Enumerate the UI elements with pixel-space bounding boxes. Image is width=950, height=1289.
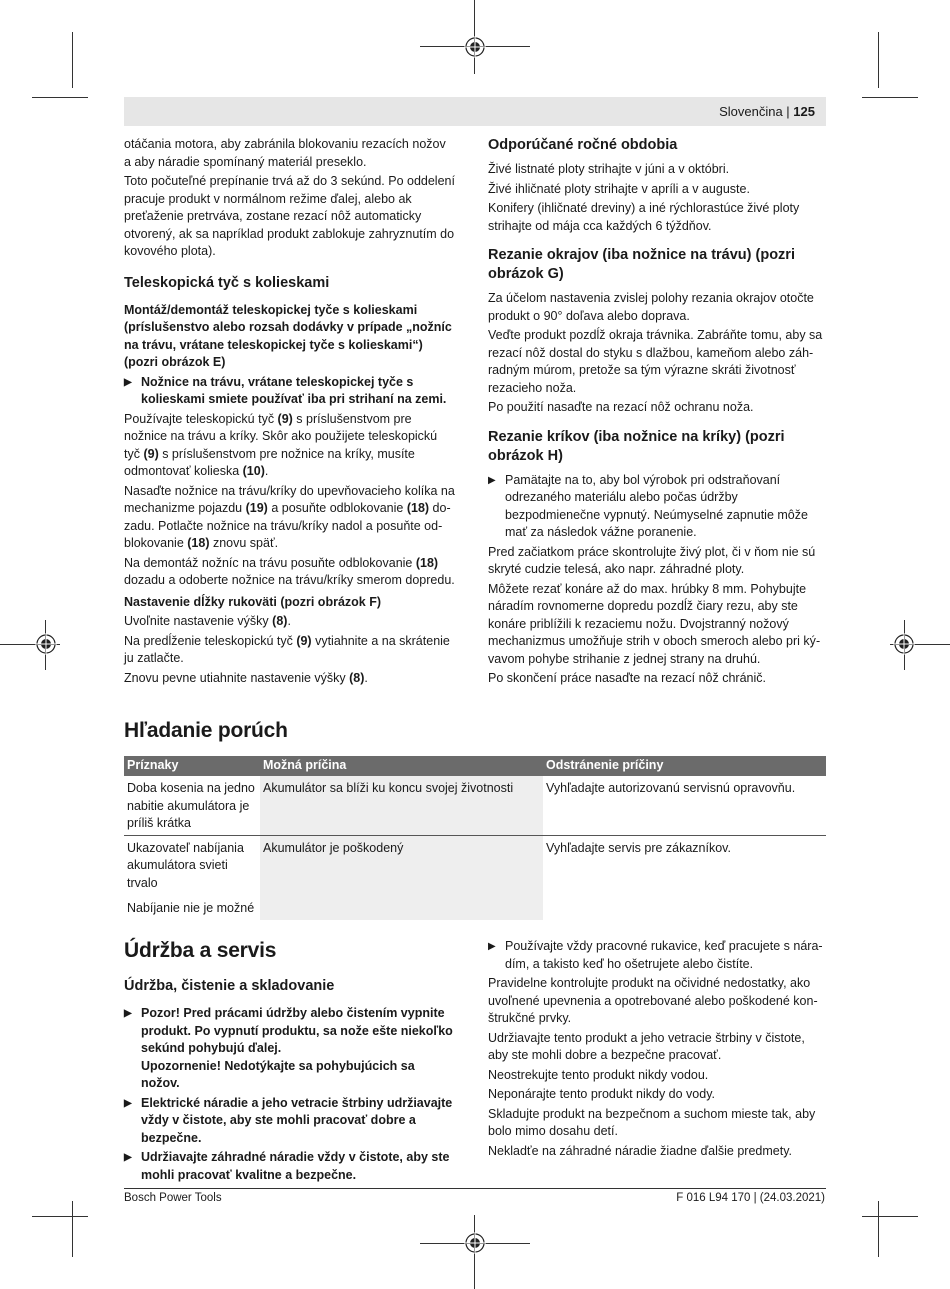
paragraph: Znovu pevne utiahnite nastavenie výšky (8). bbox=[124, 670, 368, 685]
maintenance-right bbox=[488, 938, 826, 1162]
subsection-heading: Montáž/demontáž teleskopickej tyče s kolieskami (príslušenstvo alebo rozsah dodávky v prípade „nožníc na trávu, vrátane teleskopickej tyče s kolieskami“) (pozri obrázok E) bbox=[124, 302, 452, 369]
footer-right: F 016 L94 170 | (24.03.2021) bbox=[676, 1192, 825, 1204]
section-heading: Odporúčané ročné obdobia bbox=[488, 137, 678, 153]
table-cell: Vyhľadajte autorizovanú servisnú opravovňu. bbox=[543, 776, 826, 835]
paragraph: Skladujte produkt na bezpečnom a suchom mieste tak, aby bolo mimo dosahu detí. bbox=[488, 1106, 816, 1138]
table-row bbox=[124, 776, 826, 835]
list-item: ▶ Pamätajte na to, aby bol výrobok pri odstraňovaní odrezaného materiálu alebo počas údržby bezpodmienečne vypnutý. Neúmyselné zapnutie môže mať za následok vážne poranenie. bbox=[488, 472, 808, 539]
paragraph: Pravidelne kontrolujte produkt na očividné nedostatky, ako uvoľnené upevnenia a opotrebované alebo poškodené konštrukčné prvky. bbox=[488, 976, 818, 1025]
paragraph: Nekladťe na záhradné náradie žiadne ďalšie predmety. bbox=[488, 1143, 792, 1158]
table-cell: Akumulátor sa blíži ku koncu svojej životnosti bbox=[260, 776, 543, 835]
list-item: ▶ Pozor! Pred prácami údržby alebo čistením vypnite produkt. Po vypnutí produktu, sa nože ešte niekoľko sekúnd pohybujú ďalej. Upozornenie! Nedotýkajte sa pohybujúcich sa nožov. bbox=[124, 1006, 453, 1090]
section-heading: Teleskopická tyč s kolieskami bbox=[124, 274, 330, 291]
paragraph: Po použití nasaďte na rezací nôž ochranu noža. bbox=[488, 400, 754, 414]
section-heading: Rezanie kríkov (iba nožnice na kríky) (pozri obrázok H) bbox=[488, 428, 785, 464]
paragraph: Pred začiatkom práce skontrolujte živý plot, či v ňom nie sú skryté cudzie telesá, ako napr. záhradné ploty. bbox=[488, 544, 816, 576]
footer-rule bbox=[124, 1188, 826, 1189]
registration-mark-icon bbox=[35, 633, 57, 655]
paragraph: Veďte produkt pozdĺž okraja trávnika. Zabráňte tomu, aby sa rezací nôž dostal do styku s dlažbou, kameňom alebo záhradným múrom, pretože sa tým výrazne skráti životnosť rezacieho noža. bbox=[488, 328, 823, 395]
maintenance-left bbox=[124, 977, 456, 1186]
paragraph: Udržiavajte tento produkt a jeho vetracie štrbiny v čistote, aby ste mohli dobre a bezpečne pracovať. bbox=[488, 1030, 805, 1062]
paragraph: Po skončení práce nasaďte na rezací nôž chránič. bbox=[488, 671, 766, 685]
section-heading: Rezanie okrajov (iba nožnice na trávu) (pozri obrázok G) bbox=[488, 247, 795, 282]
paragraph: Používajte teleskopickú tyč (9) s príslušenstvom pre nožnice na trávu a kríky. Skôr ako použijete teleskopickú tyč (9) s príslušenstvom pre nožnice na kríky, musíte odmontovať kolieska (10). bbox=[124, 411, 438, 478]
subsection-heading: Nastavenie dĺžky rukoväti (pozri obrázok F) bbox=[124, 594, 382, 609]
crop-mark bbox=[878, 1201, 879, 1257]
crop-mark bbox=[72, 1201, 73, 1257]
bullet-arrow-icon: ▶ bbox=[124, 1097, 132, 1109]
table-cell-text: Nabíjanie nie je možné bbox=[127, 901, 255, 915]
registration-mark-icon bbox=[464, 36, 486, 58]
troubleshooting-table bbox=[124, 756, 826, 920]
subsection-heading: Údržba, čistenie a skladovanie bbox=[124, 978, 335, 994]
header-language: Slovenčina bbox=[719, 104, 783, 119]
crop-mark bbox=[862, 1216, 918, 1217]
page-number: 125 bbox=[793, 104, 815, 119]
column-header: Príznaky bbox=[124, 756, 260, 776]
paragraph: Za účelom nastavenia zvislej polohy rezania okrajov otočte produkt o 90° doľava alebo doprava. bbox=[488, 291, 814, 323]
paragraph: otáčania motora, aby zabránila blokovaniu rezacích nožov a aby náradie spomínaný materiál preseklo. bbox=[124, 137, 446, 169]
troubleshooting-heading: Hľadanie porúch bbox=[124, 719, 288, 742]
column-header: Možná príčina bbox=[260, 756, 543, 776]
maintenance-heading: Údržba a servis bbox=[124, 939, 277, 962]
crop-mark bbox=[878, 32, 879, 88]
paragraph: Živé ihličnaté ploty strihajte v apríli a v auguste. bbox=[488, 181, 750, 196]
crop-mark bbox=[32, 97, 88, 98]
crop-mark bbox=[32, 1216, 88, 1217]
table-cell-text: Ukazovateľ nabíjania akumulátora svieti trvalo bbox=[127, 840, 244, 890]
right-column bbox=[488, 136, 826, 690]
footer-left: Bosch Power Tools bbox=[124, 1192, 222, 1204]
list-item: ▶ Používajte vždy pracovné rukavice, keď pracujete s náradím, a takisto keď ho ošetrujete alebo čistíte. bbox=[488, 939, 823, 971]
registration-mark-icon bbox=[893, 633, 915, 655]
paragraph: Uvoľnite nastavenie výšky (8). bbox=[124, 614, 291, 628]
crop-mark bbox=[72, 32, 73, 88]
paragraph: Neostrekujte tento produkt nikdy vodou. bbox=[488, 1067, 709, 1082]
list-item: ▶ Elektrické náradie a jeho vetracie štrbiny udržiavajte vždy v čistote, aby ste mohli pracovať dobre a bezpečne. bbox=[124, 1095, 453, 1145]
paragraph: Nasaďte nožnice na trávu/kríky do upevňovacieho kolíka na mechanizme pojazdu (19) a posuňte odblokovanie (18) dozadu. Potlačte nožnice na trávu/kríky nadol a posuňte odblokovanie (18) znovu späť. bbox=[124, 483, 455, 550]
table-header-row bbox=[124, 756, 826, 776]
table-cell: Doba kosenia na jedno nabitie akumulátora je príliš krátka bbox=[124, 776, 260, 835]
table-cell: Vyhľadajte servis pre zákazníkov. bbox=[546, 840, 731, 855]
crop-mark bbox=[862, 97, 918, 98]
column-header: Odstránenie príčiny bbox=[543, 756, 826, 776]
table-cell: Akumulátor je poškodený bbox=[260, 835, 543, 920]
paragraph: Na predĺženie teleskopickú tyč (9) vytiahnite a na skrátenie ju zatlačte. bbox=[124, 633, 450, 665]
list-item: ▶ Nožnice na trávu, vrátane teleskopickej tyče s kolieskami smiete používať iba pri strihaní na zemi. bbox=[124, 374, 447, 406]
table-row bbox=[124, 835, 826, 920]
paragraph: Konifery (ihličnaté dreviny) a iné rýchlorastúce živé ploty strihajte od mája cca každých 6 týždňov. bbox=[488, 201, 800, 233]
paragraph: Toto počuteľné prepínanie trvá až do 3 sekúnd. Po oddelení pracuje produkt v normálnom režime ďalej, alebo ak preťaženie pretrváva, zostane rezací nôž automaticky otvorený, ak sa napríklad produkt zablokuje zahryznutím do kovového plota). bbox=[124, 174, 455, 258]
bullet-arrow-icon: ▶ bbox=[124, 1152, 132, 1163]
page-header: Slovenčina | 125 bbox=[719, 104, 815, 119]
paragraph: Živé listnaté ploty strihajte v júni a v októbri. bbox=[488, 162, 730, 176]
bullet-arrow-icon: ▶ bbox=[124, 1008, 132, 1019]
bullet-arrow-icon: ▶ bbox=[488, 941, 496, 952]
paragraph: Môžete rezať konáre až do max. hrúbky 8 mm. Pohybujte náradím rovnomerne dopredu pozdĺž čiary rezu, aby ste konáre priblížili k rezaciemu nožu. Dvojstranný nožový mechanizmus umožňuje strih v oboch smeroch alebo pri kývavom pohybe strihanie z jednej strany na druhú. bbox=[488, 581, 821, 666]
list-item: ▶ Udržiavajte záhradné náradie vždy v čistote, aby ste mohli pracovať kvalitne a bezpečne. bbox=[124, 1150, 450, 1182]
registration-mark-icon bbox=[464, 1232, 486, 1254]
left-column bbox=[124, 136, 456, 689]
bullet-arrow-icon: ▶ bbox=[488, 474, 496, 486]
bullet-arrow-icon: ▶ bbox=[124, 376, 132, 388]
paragraph: Neponárajte tento produkt nikdy do vody. bbox=[488, 1087, 715, 1101]
paragraph: Na demontáž nožníc na trávu posuňte odblokovanie (18) dozadu a odoberte nožnice na trávu/kríky smerom dopredu. bbox=[124, 555, 455, 587]
table-cell bbox=[124, 835, 260, 920]
